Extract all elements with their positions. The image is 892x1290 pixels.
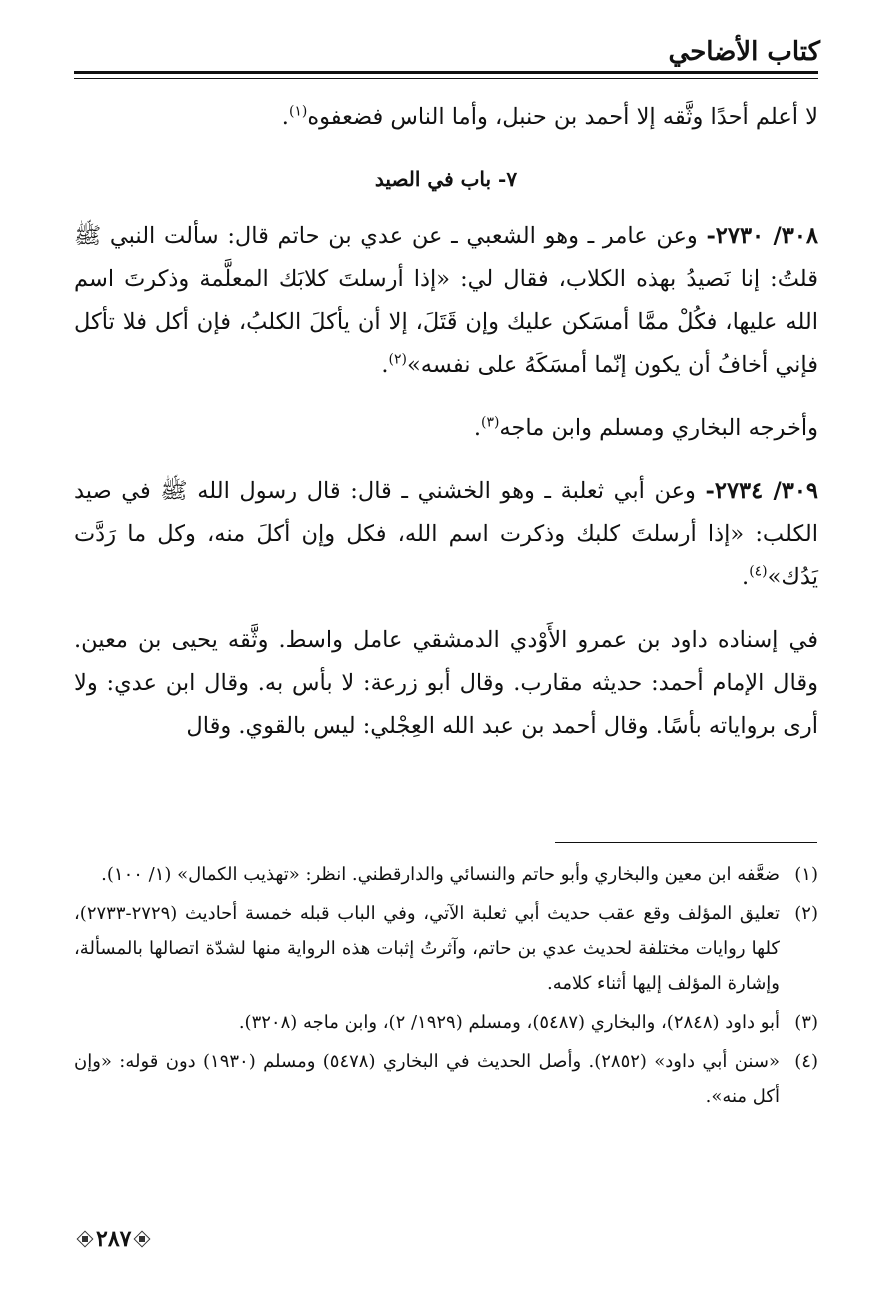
chapter-heading: ٧- باب في الصيد xyxy=(374,167,518,191)
hadith-number-309: ٣٠٩/ ٢٧٣٤- xyxy=(705,478,818,504)
footnote-text: ضعَّفه ابن معين والبخاري وأبو حاتم والنسائي والدارقطني. انظر: «تهذيب الكمال» (١/ ١٠٠). xyxy=(101,864,780,885)
paragraph-0: لا أعلم أحدًا وثَّقه إلا أحمد بن حنبل، وأما الناس فضعفوه$^{(١)}$. xyxy=(281,103,818,130)
paragraph-2: وأخرجه البخاري ومسلم وابن ماجه$^{(٣)}$. xyxy=(473,414,818,441)
paragraph-4-text: في إسناده داود بن عمرو الأَوْدي الدمشقي عامل واسط. وثَّقه يحيى بن معين. وقال الإمام أحمد: حديثه مقارب. وقال أبو زرعة: لا بأس به. وقال ابن عدي: ولا أرى برواياته بأسًا. وقال أحمد بن عبد الله العِجْلي: ليس بالقوي. وقال xyxy=(74,627,818,739)
running-header-title: كتاب الأضاحي xyxy=(668,37,820,67)
main-text xyxy=(74,96,818,768)
paragraph-3: ٣٠٩/ ٢٧٣٤- وعن أبي ثعلبة ـ وهو الخشني ـ قال: قال رسول الله ﷺ في صيد الكلب: «إذا أرسلتَ كلبك وذكرت اسم الله، فكل وإن أكلَ منه، وكل ما رَدَّت يَدُك»$^{(٤)}$. xyxy=(74,478,818,590)
footnote-ref-4[interactable]: (٤) xyxy=(749,563,768,580)
footnote-number: (٢) xyxy=(794,903,818,924)
footnote-text: «سنن أبي داود» (٢٨٥٢). وأصل الحديث في البخاري (٥٤٧٨) ومسلم (١٩٣٠) دون قوله: «وإن أكل منه». xyxy=(74,1051,780,1107)
paragraph-0-text: لا أعلم أحدًا وثَّقه إلا أحمد بن حنبل، وأما الناس فضعفوه xyxy=(307,104,818,130)
page-number: ٢٨٧ xyxy=(96,1226,132,1252)
paragraph-3-text: وعن أبي ثعلبة ـ وهو الخشني ـ قال: قال رسول الله ﷺ في صيد الكلب: «إذا أرسلتَ كلبك وذكرت اسم الله، فكل وإن أكلَ منه، وكل ما رَدَّت يَدُك» xyxy=(74,478,818,590)
diamond-ornament-icon xyxy=(135,1232,149,1246)
footnote-number: (١) xyxy=(794,864,818,885)
footnote-4 xyxy=(74,1044,818,1114)
footnote-ref-3[interactable]: (٣) xyxy=(481,414,500,431)
header-rule-thick xyxy=(74,71,818,74)
footnote-text: تعليق المؤلف وقع عقب حديث أبي ثعلبة الآتي، وفي الباب قبله خمسة أحاديث (٢٧٢٩-٢٧٣٣)، كلها روايات مختلفة لحديث عدي بن حاتم، وآثرتُ إثبات هذه الرواية منها لشدّة اتصالها بالمسألة، وإشارة المؤلف إليها أثناء كلامه. xyxy=(74,903,780,994)
paragraph-1: ٣٠٨/ ٢٧٣٠- وعن عامر ـ وهو الشعبي ـ عن عدي بن حاتم قال: سألت النبي ﷺ قلتُ: إنا نَصيدُ بهذه الكلاب، فقال لي: «إذا أرسلتَ كلابَك المعلَّمة وذكرتَ اسم الله عليها، فكُلْ ممَّا أمسَكن عليك وإن قَتَلَ، إلا أن يأكلَ الكلبُ، فإن أكل فلا تأكل فإني أخافُ أن يكون إنّما أمسَكَهُ على نفسه»$^{(٢)}$. xyxy=(74,223,818,378)
footnote-separator xyxy=(555,842,817,843)
footnotes xyxy=(74,857,818,1118)
footnote-text: أبو داود (٢٨٤٨)، والبخاري (٥٤٨٧)، ومسلم (١٩٢٩/ ٢)، وابن ماجه (٣٢٠٨). xyxy=(238,1012,780,1033)
footnote-number: (٤) xyxy=(794,1051,818,1072)
page-footer xyxy=(78,1226,149,1252)
footnote-1 xyxy=(74,857,818,892)
paragraph-1-text: وعن عامر ـ وهو الشعبي ـ عن عدي بن حاتم قال: سألت النبي ﷺ قلتُ: إنا نَصيدُ بهذه الكلاب، فقال لي: «إذا أرسلتَ كلابَك المعلَّمة وذكرتَ اسم الله عليها، فكُلْ ممَّا أمسَكن عليك وإن قَتَلَ، إلا أن يأكلَ الكلبُ، فإن أكل فلا تأكل فإني أخافُ أن يكون إنّما أمسَكَهُ على نفسه» xyxy=(74,223,818,378)
footnote-2 xyxy=(74,896,818,1001)
header-rule-thin xyxy=(74,78,818,79)
hadith-number-308: ٣٠٨/ ٢٧٣٠- xyxy=(706,223,818,249)
paragraph-4 xyxy=(74,619,818,748)
footnote-number: (٣) xyxy=(794,1012,818,1033)
footnote-3 xyxy=(74,1005,818,1040)
diamond-ornament-icon xyxy=(78,1232,92,1246)
footnote-ref-1[interactable]: (١) xyxy=(288,103,308,120)
footnote-ref-2[interactable]: (٢) xyxy=(388,351,407,368)
paragraph-2-text: وأخرجه البخاري ومسلم وابن ماجه xyxy=(499,415,818,441)
